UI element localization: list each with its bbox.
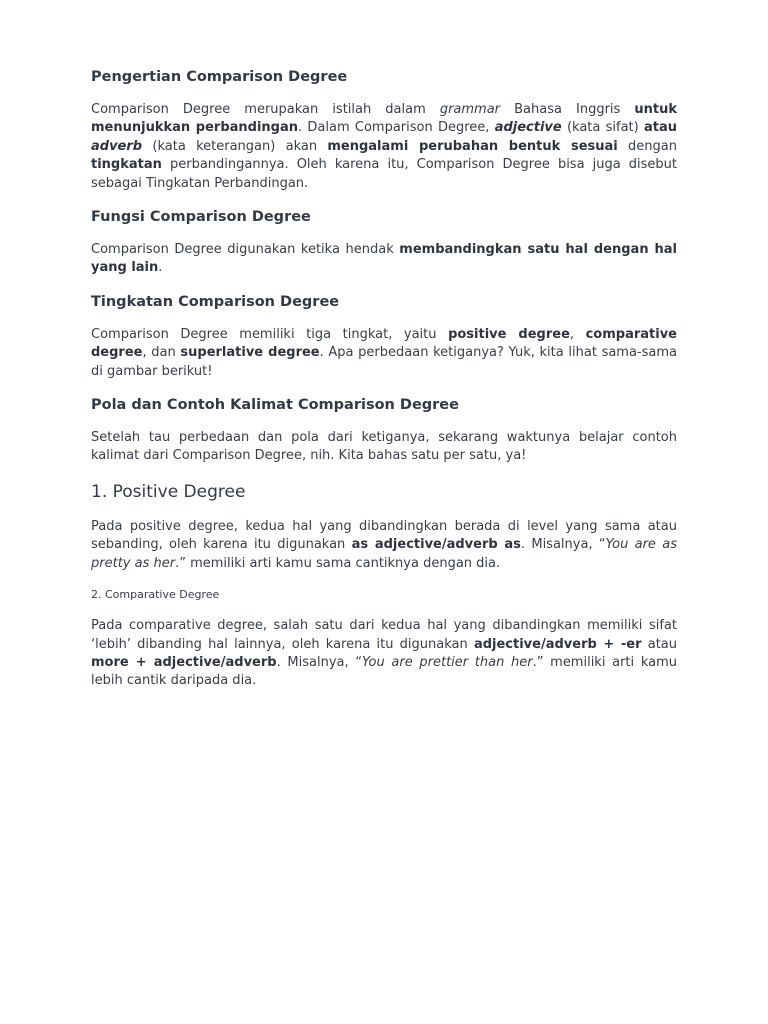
text-run: (kata keterangan) akan (142, 138, 328, 154)
text-run: Pada comparative degree, salah satu dari kedua hal yang dibandingkan memiliki sifat ‘lebih’ dibanding hal lainnya, oleh karena itu digunakan (91, 618, 677, 652)
bold-atau: atau (643, 120, 677, 136)
heading-pola: Pola dan Contoh Kalimat Comparison Degree (91, 397, 459, 414)
paragraph-tingkatan (91, 326, 677, 381)
heading-pengertian: Pengertian Comparison Degree (91, 69, 348, 85)
bold-as-adjective-adverb-as: as adjective/adverb as (351, 537, 521, 553)
bold-untuk-menunjukkan: untuk menunjukkan perbandingan (91, 102, 677, 136)
text-run: atau (641, 636, 678, 652)
text-run: . Misalnya, “ (520, 537, 606, 553)
paragraph-comparative-degree (91, 617, 677, 691)
bold-more-adjective-adverb: more + adjective/adverb (91, 654, 277, 670)
paragraph-positive-degree (91, 518, 677, 573)
text-run: Comparison Degree digunakan ketika hendak (91, 242, 400, 258)
text-run: . Dalam Comparison Degree, (298, 120, 495, 136)
text-run: (kata sifat) (561, 120, 644, 136)
bold-italic-adjective (495, 120, 562, 135)
italic-adverb: adverb (91, 138, 143, 154)
italic-example-positive: You are as pretty as her (91, 537, 677, 571)
italic-example-comparative: You are prettier than her (362, 654, 533, 670)
text-run: Comparison Degree memiliki tiga tingkat, yaitu (91, 326, 449, 342)
heading-comparative-degree: 2. Comparative Degree (91, 588, 220, 602)
text-run: . Apa perbedaan ketiganya? Yuk, kita lihat sama-sama di gambar berikut! (91, 345, 677, 379)
bold-membandingkan: membandingkan satu hal dengan hal yang lain (91, 242, 678, 276)
bold-adjective-adverb-er: adjective/adverb + -er (473, 636, 642, 652)
italic-adjective: adjective (494, 120, 562, 136)
bold-tingkatan: tingkatan (91, 157, 162, 173)
text-run: Comparison Degree merupakan istilah dalam (91, 102, 440, 117)
text-run: Pada positive degree, kedua hal yang dibandingkan berada di level yang sama atau sebanding, oleh karena itu digunakan (91, 518, 677, 553)
paragraph-pola: Setelah tau perbedaan dan pola dari ketiganya, sekarang waktunya belajar contoh kalimat dari Comparison Degree, nih. Kita bahas satu per satu, ya! (91, 430, 677, 464)
bold-comparative-degree: comparative degree (91, 326, 677, 361)
paragraph-pengertian (91, 101, 677, 193)
text-run: .” memiliki arti kamu lebih cantik daripada dia. (91, 654, 677, 689)
heading-positive-degree: 1. Positive Degree (91, 481, 246, 502)
heading-fungsi: Fungsi Comparison Degree (91, 209, 311, 226)
text-run: dengan (617, 138, 677, 154)
text-run: .” memiliki arti kamu sama cantiknya dengan dia. (175, 555, 501, 571)
heading-tingkatan: Tingkatan Comparison Degree (91, 293, 340, 310)
bold-italic-adverb (91, 139, 142, 154)
bold-superlative-degree: superlative degree (180, 345, 320, 361)
italic-grammar: grammar (439, 102, 501, 117)
text-run: , dan (142, 345, 181, 361)
text-run: . Misalnya, “ (276, 654, 363, 670)
paragraph-fungsi (91, 241, 677, 278)
text-run: perbandingannya. Oleh karena itu, Comparison Degree bisa juga disebut sebagai Tingkatan Perbandingan. (91, 157, 677, 191)
bold-mengalami-perubahan: mengalami perubahan bentuk sesuai (327, 138, 618, 154)
document-page (91, 66, 677, 691)
bold-positive-degree: positive degree (448, 326, 570, 342)
text-run: Bahasa Inggris (500, 102, 635, 117)
text-run: , (569, 326, 586, 342)
text-run: . (158, 260, 163, 276)
